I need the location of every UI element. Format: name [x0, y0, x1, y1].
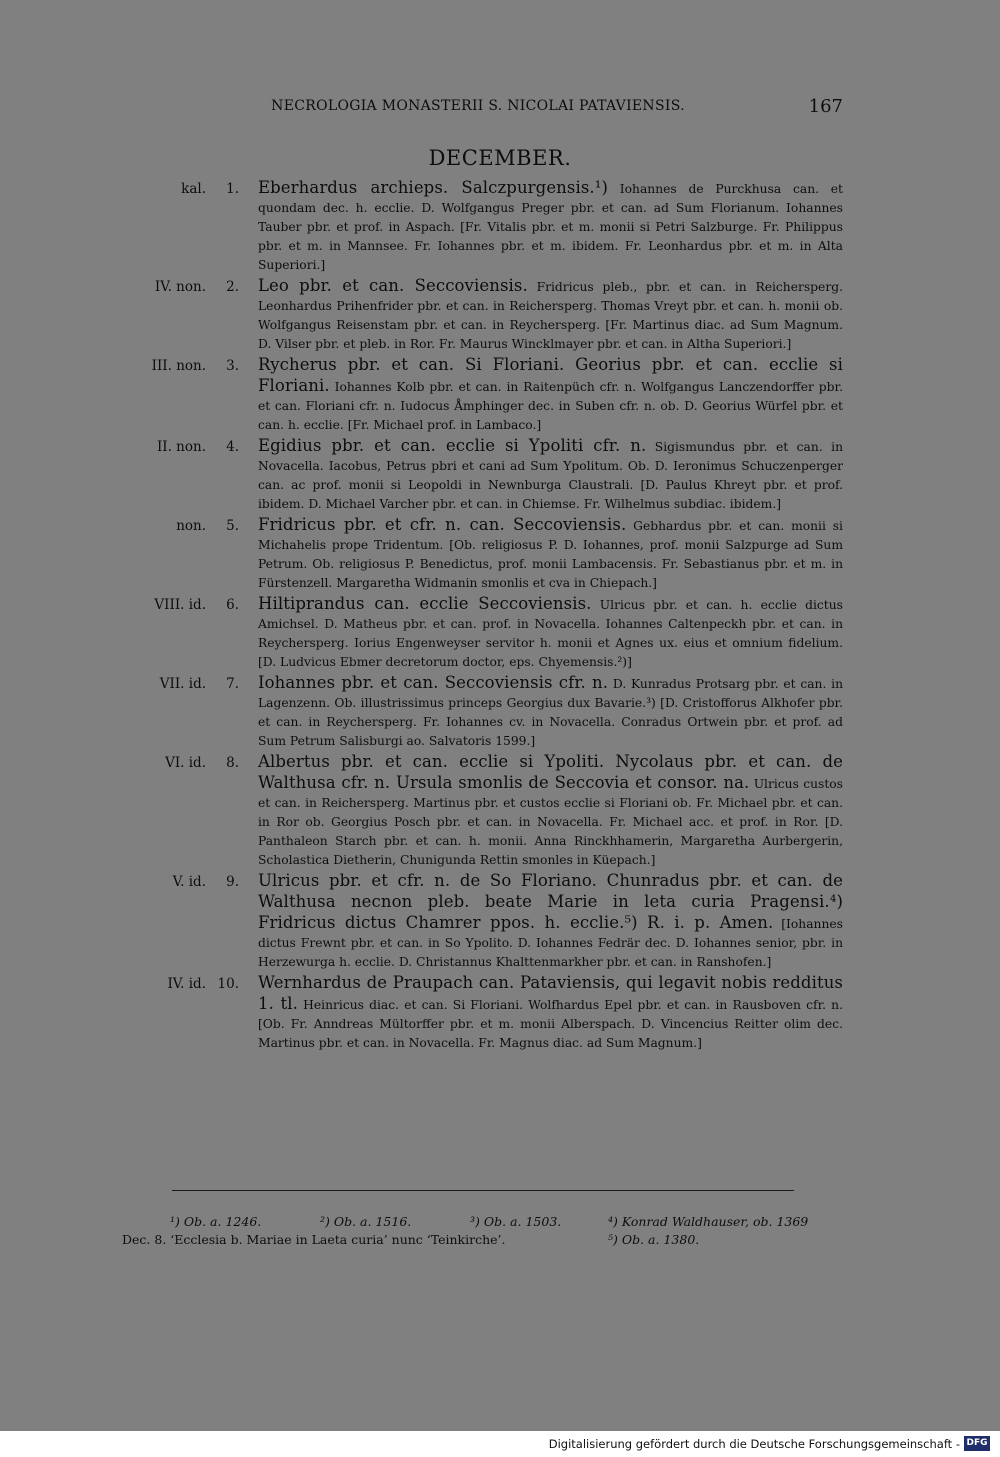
- entry-day-1: [0, 178, 1000, 275]
- entry-lead: Hiltiprandus can. ecclie Seccoviensis.: [258, 594, 592, 613]
- necrology-entries: [0, 178, 1000, 1054]
- entry-lead: Rycherus pbr. et can. Si Floriani. Georius pbr. et can. ecclie si Floriani.: [258, 355, 843, 395]
- footnote-5: ⁵) Ob. a. 1380.: [608, 1232, 700, 1247]
- entry-date: IV. id.: [167, 976, 206, 992]
- entry-day-2: [0, 276, 1000, 354]
- entry-day-8: [0, 752, 1000, 870]
- footnote-4: ⁴) Konrad Waldhauser, ob. 1369: [608, 1214, 809, 1229]
- entry-rest: Heinricus diac. et can. Si Floriani. Wolfhardus Epel pbr. et can. in Rausboven cfr. n. [Ob. Fr. Anndreas Mültorffer pbr. et m. monii Alberspach. D. Vincencius Reitter olim dec. Martinus pbr. et can. in Novacella. Fr. Magnus diac. ad Sum Magnum.]: [258, 998, 843, 1050]
- entry-lead: Ulricus pbr. et cfr. n. de So Floriano. Chunradus pbr. et can. de Walthusa necnon pleb. beate Marie in leta curia Pragensi.⁴) Fridricus dictus Chamrer ppos. h. ecclie.⁵) R. i. p. Amen.: [258, 871, 843, 932]
- entry-day-6: [0, 594, 1000, 672]
- entry-text: [258, 436, 843, 514]
- entry-day-number: 2.: [226, 279, 239, 295]
- month-heading: DECEMBER.: [428, 146, 572, 170]
- footnote-2: ²) Ob. a. 1516.: [320, 1214, 412, 1229]
- entry-rest: D. Kunradus Protsarg pbr. et can. in Lagenzenn. Ob. illustrissimus princeps Georgius dux Bavarie.³) [D. Cristofforus Alkhofer pbr. et can. in Reychersperg. Fr. Iohannes cv. in Novacella. Conradus Ortwein pbr. et prof. ad Sum Petrum Salisburgi ao. Salvatoris 1599.]: [258, 677, 843, 748]
- digitization-credit-bar: [0, 1431, 1000, 1457]
- entry-text: [258, 276, 843, 354]
- entry-date: II. non.: [156, 439, 206, 455]
- entry-lead: Leo pbr. et can. Seccoviensis.: [258, 276, 528, 295]
- entry-day-3: [0, 355, 1000, 435]
- entry-day-number: 7.: [226, 676, 239, 692]
- entry-date: VI. id.: [165, 755, 206, 771]
- page-number: 167: [808, 96, 843, 117]
- entry-day-10: [0, 973, 1000, 1053]
- entry-lead: Wernhardus de Praupach can. Pataviensis, qui legavit nobis redditus 1. tl.: [258, 973, 843, 1013]
- entry-lead: Eberhardus archieps. Salczpurgensis.¹): [258, 178, 609, 197]
- entry-text: [258, 355, 843, 435]
- entry-text: [258, 752, 843, 870]
- entry-date: non.: [176, 518, 206, 534]
- entry-day-number: 9.: [226, 874, 239, 890]
- entry-day-number: 4.: [226, 439, 239, 455]
- entry-text: [258, 515, 843, 593]
- running-title: NECROLOGIA MONASTERII S. NICOLAI PATAVIENSIS.: [271, 98, 685, 114]
- dfg-logo: DFG: [964, 1436, 990, 1451]
- digitization-credit-text: Digitalisierung gefördert durch die Deutsche Forschungsgemeinschaft -: [548, 1437, 960, 1451]
- entry-rest: [Iohannes dictus Frewnt pbr. et can. in So Ypolito. D. Iohannes Fedrär dec. D. Iohannes senior, pbr. in Herzewurga h. ecclie. D. Christannus Khalttenmarkher pbr. et can. in Ranshofen.]: [258, 917, 843, 969]
- entry-day-number: 10.: [217, 976, 239, 992]
- entry-day-9: [0, 871, 1000, 972]
- entry-rest: Sigismundus pbr. et can. in Novacella. Iacobus, Petrus pbri et cani ad Sum Ypolitum. Ob. D. Ieronimus Schuczenperger can. ac prof. monii si Leopoldi in Newnburga Claustrali. [D. Paulus Khreyt pbr. et prof. ibidem. D. Michael Varcher pbr. et can. in Chiemse. Fr. Wilhelmus subdiac. ibidem.]: [258, 440, 843, 511]
- entry-rest: Gebhardus pbr. et can. monii si Michahelis prope Tridentum. [Ob. religiosus P. D. Iohannes, prof. monii Salzpurge ad Sum Petrum. Ob. religiosus P. Benedictus, prof. monii Lambacensis. Fr. Sebastianus pbr. et m. in Fürstenzell. Margaretha Widmanin smonlis et cva in Chiepach.]: [258, 519, 843, 590]
- footnote-1: ¹) Ob. a. 1246.: [170, 1214, 262, 1229]
- entry-rest: Iohannes de Purckhusa can. et quondam dec. h. ecclie. D. Wolfgangus Preger pbr. et can. ad Sum Florianum. Iohannes Tauber pbr. et prof. in Aspach. [Fr. Vitalis pbr. et m. monii si Petri Salzburge. Fr. Philippus pbr. et m. in Mannsee. Fr. Iohannes pbr. et m. ibidem. Fr. Leonhardus pbr. et m. in Alta Superiori.]: [258, 182, 843, 272]
- entry-text: [258, 973, 843, 1053]
- footnote-4-continuation: Dec. 8. ‘Ecclesia b. Mariae in Laeta curia’ nunc ‘Teinkirche’.: [122, 1232, 506, 1247]
- entry-date: VII. id.: [159, 676, 206, 692]
- entry-lead: Egidius pbr. et can. ecclie si Ypoliti cfr. n.: [258, 436, 647, 455]
- entry-lead: Iohannes pbr. et can. Seccoviensis cfr. n.: [258, 673, 609, 692]
- entry-lead: Albertus pbr. et can. ecclie si Ypoliti. Nycolaus pbr. et can. de Walthusa cfr. n. Ursula smonlis de Seccovia et consor. na.: [258, 752, 843, 792]
- entry-date: IV. non.: [154, 279, 206, 295]
- entry-rest: Ulricus pbr. et can. h. ecclie dictus Amichsel. D. Matheus pbr. et can. prof. in Novacella. Iohannes Caltenpeckh pbr. et can. in Reychersperg. Iorius Engenweyser servitor h. monii et Agnes ux. eius et omnium fidelium. [D. Ludvicus Ebmer decretorum doctor, eps. Chyemensis.²)]: [258, 598, 843, 669]
- entry-rest: Iohannes Kolb pbr. et can. in Raitenpüch cfr. n. Wolfgangus Lanczendorffer pbr. et can. Floriani cfr. n. Iudocus Åmphinger dec. in Suben cfr. n. ob. D. Georius Würfel pbr. et can. h. ecclie. [Fr. Michael prof. in Lambaco.]: [258, 380, 843, 432]
- entry-date: III. non.: [151, 358, 206, 374]
- entry-date: VIII. id.: [154, 597, 206, 613]
- entry-day-7: [0, 673, 1000, 751]
- entry-day-number: 5.: [226, 518, 239, 534]
- entry-day-4: [0, 436, 1000, 514]
- footnotes: [0, 1213, 1000, 1249]
- entry-day-5: [0, 515, 1000, 593]
- entry-day-number: 1.: [226, 181, 239, 197]
- entry-text: [258, 673, 843, 751]
- entry-text: [258, 178, 843, 275]
- entry-date: V. id.: [172, 874, 206, 890]
- footnote-divider: [172, 1190, 794, 1191]
- entry-date: kal.: [181, 181, 206, 197]
- entry-text: [258, 871, 843, 972]
- entry-day-number: 6.: [226, 597, 239, 613]
- entry-rest: Fridricus pleb., pbr. et can. in Reichersperg. Leonhardus Prihenfrider pbr. et can. in Reichersperg. Thomas Vreyt pbr. et can. h. monii ob. Wolfgangus Reisenstam pbr. et can. in Reychersperg. [Fr. Martinus diac. ad Sum Magnum. D. Vilser pbr. et pleb. in Ror. Fr. Maurus Wincklmayer pbr. et can. in Altha Superiori.]: [258, 280, 843, 351]
- entry-lead: Fridricus pbr. et cfr. n. can. Seccoviensis.: [258, 515, 627, 534]
- entry-text: [258, 594, 843, 672]
- entry-day-number: 8.: [226, 755, 239, 771]
- entry-rest: Ulricus custos et can. in Reichersperg. Martinus pbr. et custos ecclie si Floriani ob. Fr. Michael pbr. et can. in Ror ob. Georgius Posch pbr. et can. in Novacella. Fr. Michael acc. et prof. in Ror. [D. Panthaleon Starch pbr. et can. h. monii. Anna Rinckhhamerin, Margaretha Aurbergerin, Scholastica Dietherin, Chunigunda Rettin smonles in Küepach.]: [258, 777, 843, 867]
- entry-day-number: 3.: [226, 358, 239, 374]
- footnote-3: ³) Ob. a. 1503.: [470, 1214, 562, 1229]
